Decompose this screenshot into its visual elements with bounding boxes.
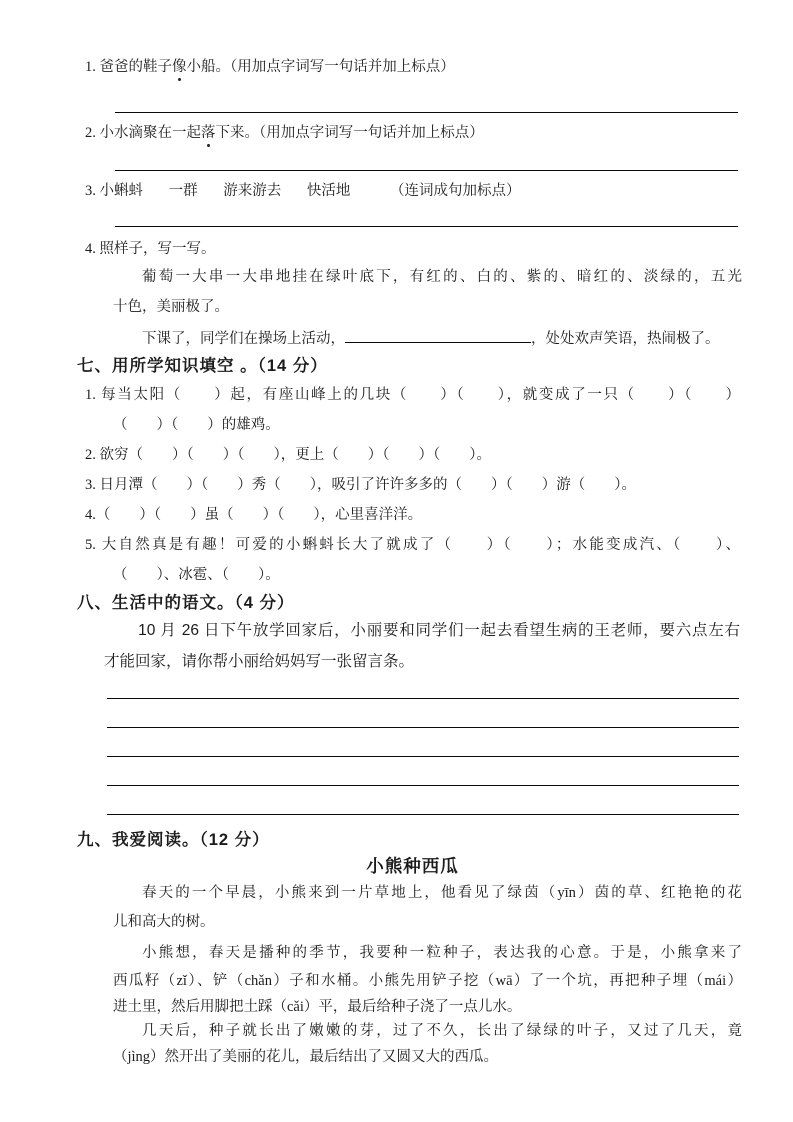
section-7-item-2: 2. 欲穷（ ）（ ）（ ），更上（ ）（ ）（ ）。 [85, 447, 491, 463]
section-8-prompt-line-1: 10 月 26 日下午放学回家后，小丽要和同学们一起去看望生病的王老师，要六点左右 [138, 622, 740, 639]
passage-line: （jìng）然开出了美丽的花儿，最后结出了又圆又大的西瓜。 [113, 1049, 499, 1065]
question-1-note: （用加点字词写一句话并加上标点） [230, 59, 455, 75]
section-7-item-3: 3. 日月潭（ ）（ ）秀（ ），吸引了许许多多的（ ）（ ）游（ ）。 [85, 477, 636, 493]
question-3-word: 一群 [168, 183, 198, 199]
passage-line: 西瓜籽（zǐ）、铲（chǎn）子和水桶。小熊先用铲子挖（wā）了一个坑，再把种子埋（mái） [113, 973, 742, 989]
question-2-dotted-char: 落 [201, 125, 216, 141]
question-1-prefix: 爸爸的鞋子 [99, 59, 172, 75]
answer-line-2 [115, 170, 738, 171]
passage-line: 儿和高大的树。 [113, 914, 215, 930]
question-4-instruction: 照样子，写一写。 [99, 241, 216, 257]
question-2-prefix: 小水滴聚在一起 [99, 125, 201, 141]
writing-line-4 [107, 785, 739, 786]
question-2 [85, 124, 740, 142]
section-7-item-1-line-1: 1. 每当太阳（ ）起，有座山峰上的几块（ ）（ ），就变成了一只（ ）（ ） [85, 387, 740, 403]
section-9-heading: 九、我爱阅读。（12 分） [77, 831, 270, 849]
question-2-number: 2. [85, 125, 96, 141]
passage-line: 春天的一个早晨，小熊来到一片草地上，他看见了绿茵（yīn）茵的草、红艳艳的花 [142, 885, 742, 901]
section-7-item-5-line-2: （ ）、冰雹、（ ）。 [113, 567, 280, 583]
passage-line: 几天后，种子就长出了嫩嫩的芽，过了不久，长出了绿绿的叶子，又过了几天，竟 [142, 1023, 742, 1039]
question-4-head [85, 240, 740, 258]
question-4-exercise-after: ，处处欢声笑语，热闹极了。 [531, 331, 720, 347]
question-3-word: 小蝌蚪 [99, 183, 143, 199]
question-1-dotted-char: 像 [172, 59, 187, 75]
writing-line-1 [107, 698, 739, 699]
question-2-suffix: 下来。 [215, 125, 259, 141]
question-3-note: （连词成句加标点） [390, 183, 521, 199]
section-8-prompt-line-2: 才能回家，请你帮小丽给妈妈写一张留言条。 [104, 653, 415, 670]
passage-line: 小熊想，春天是播种的季节，我要种一粒种子，表达我的心意。于是，小熊拿来了 [142, 945, 742, 961]
section-7-item-5-line-1: 5. 大自然真是有趣！可爱的小蝌蚪长大了就成了（ ）（ ）；水能变成汽、（ ）、 [85, 537, 740, 553]
section-7-item-1-line-2: （ ）（ ）的雄鸡。 [113, 417, 280, 433]
question-3-number: 3. [85, 183, 96, 199]
question-4-example-line: 十色，美丽极了。 [113, 299, 229, 315]
section-7-item-4: 4.（ ）（ ）虽（ ）（ ），心里喜洋洋。 [85, 507, 423, 523]
section-8-heading: 八、生活中的语文。（4 分） [77, 594, 295, 612]
question-3-word: 游来游去 [223, 183, 282, 199]
question-4-exercise [113, 328, 742, 348]
question-1-number: 1. [85, 59, 96, 75]
answer-line-3 [115, 226, 738, 227]
passage-line: 进土里，然后用脚把土踩（cǎi）平，最后给种子浇了一点儿水。 [113, 999, 522, 1015]
question-4-exercise-before: 下课了，同学们在操场上活动， [142, 331, 345, 347]
passage-title: 小熊种西瓜 [366, 856, 459, 876]
answer-line-1 [115, 112, 738, 113]
question-3 [85, 182, 740, 200]
writing-line-3 [107, 756, 739, 757]
question-3-word: 快活地 [306, 183, 351, 199]
question-1-suffix: 小船。 [186, 59, 230, 75]
question-4-example-line: 葡萄一大串一大串地挂在绿叶底下，有红的、白的、紫的、暗红的、淡绿的，五光 [142, 269, 742, 285]
writing-line-2 [107, 727, 739, 728]
question-4-number: 4. [85, 241, 96, 257]
question-2-note: （用加点字词写一句话并加上标点） [259, 125, 484, 141]
fill-in-blank [345, 328, 531, 343]
question-1 [85, 58, 740, 76]
writing-line-5 [107, 814, 739, 815]
section-7-heading: 七、用所学知识填空 。（14 分） [77, 357, 328, 375]
